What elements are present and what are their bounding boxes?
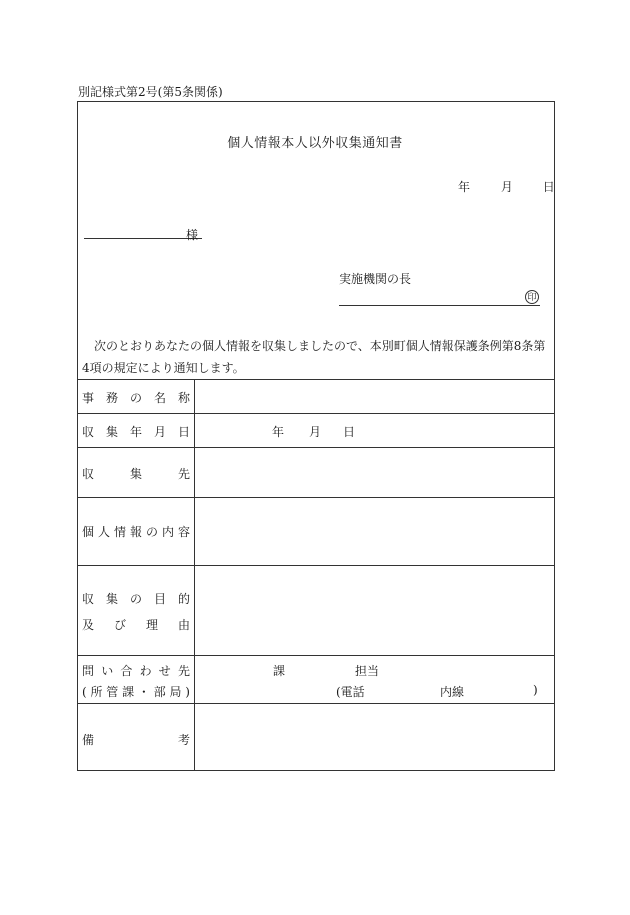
contact-label-line1: 問い合わせ先 (82, 664, 190, 678)
form-number-label: 別記様式第2号(第5条関係) (78, 85, 223, 99)
sender-signature-line (339, 305, 540, 306)
purpose-label-line2: 及び理由 (82, 618, 190, 632)
contact-extension-label: 内線 (440, 685, 465, 699)
remarks-label: 備考 (82, 733, 190, 747)
table-row-divider (77, 447, 555, 448)
purpose-label-line1: 収集の目的 (82, 592, 190, 606)
table-row-divider (77, 497, 555, 498)
collection-date-label: 収集年月日 (82, 425, 190, 439)
collection-month-label: 月 (309, 425, 322, 439)
contact-person-label: 担当 (355, 664, 380, 678)
table-row-divider (77, 565, 555, 566)
table-column-divider (194, 379, 195, 771)
info-content-label: 個人情報の内容 (82, 525, 190, 539)
contact-phone-label: (電話 (336, 685, 365, 699)
issue-month-label: 月 (500, 180, 513, 194)
collection-year-label: 年 (272, 425, 285, 439)
document-title: 個人情報本人以外収集通知書 (227, 136, 403, 151)
issue-year-label: 年 (458, 180, 471, 194)
office-name-label: 事務の名称 (82, 391, 190, 405)
table-top-border (77, 379, 555, 380)
contact-label-line2: (所管課・部局) (82, 685, 190, 699)
issue-day-label: 日 (542, 180, 555, 194)
contact-section-label: 課 (273, 664, 286, 678)
issue-date (458, 178, 555, 195)
collection-source-label: 収集先 (82, 467, 190, 481)
sender-title: 実施機関の長 (339, 272, 412, 286)
notice-body: 次のとおりあなたの個人情報を収集しましたので、本別町個人情報保護条例第8条第4項の規定により通知します。 (82, 339, 546, 375)
contact-phone-close: ) (533, 683, 538, 697)
table-row-divider (77, 655, 555, 656)
table-row-divider (77, 703, 555, 704)
addressee-suffix: 様 (186, 228, 199, 242)
addressee-line (84, 238, 202, 239)
seal-mark-icon: 印 (525, 290, 539, 304)
table-row-divider (77, 413, 555, 414)
collection-day-label: 日 (343, 425, 356, 439)
